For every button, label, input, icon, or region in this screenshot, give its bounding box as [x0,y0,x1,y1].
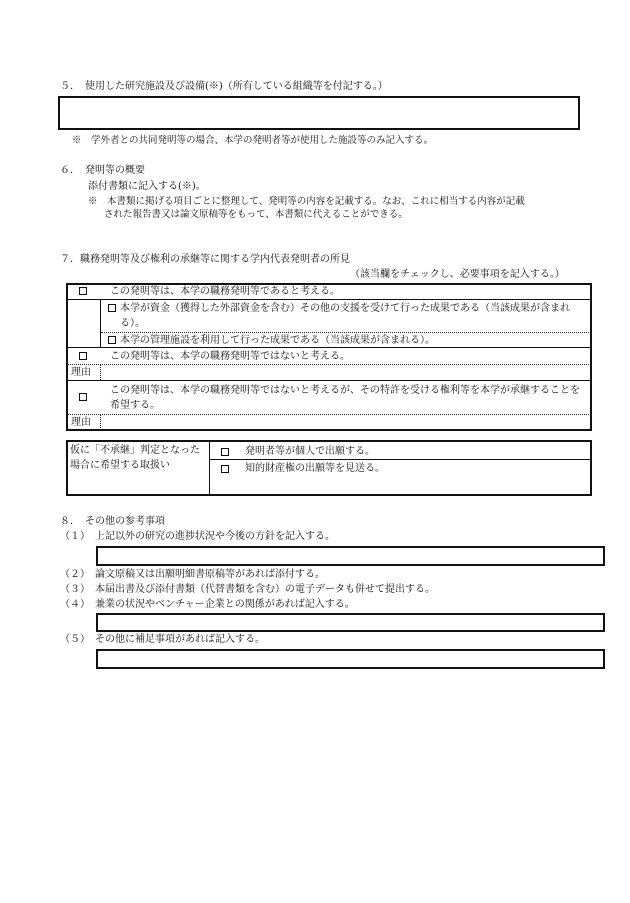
reason1-label: 理由 [71,367,91,378]
facilities-input[interactable] [58,96,580,130]
section6-note1: ※ 本書類に掲げる項目ごとに整理して、発明等の内容を記載する。なお、これに相当する内容が記載 [88,196,525,207]
checkbox-opt3[interactable] [79,393,87,401]
section8-item2: （２） 論文原稿又は出願明細書原稿等があれば添付する。 [60,569,325,580]
fallback2-label: 知的財産権の出願等を見送る。 [245,463,385,474]
section5-note: ※ 学外者との共同発明等の場合、本学の発明者等が使用した施設等のみ記入する。 [72,135,434,146]
opt3-label: この発明等は、本学の職務発明等ではないと考えるが、その特許を受ける権利等を本学が承継することを希望する。 [110,385,580,411]
item5-input[interactable] [96,649,605,669]
opt1a-label: 本学が資金（獲得した外部資金を含む）その他の支援を受けて行った成果である（当該成果が含まれる）。 [120,303,570,329]
section6-note2: された報告書又は論文原稿等をもって、本書類に代えることができる。 [104,209,408,220]
opt2-label: この発明等は、本学の職務発明等ではないと考える。 [110,351,350,362]
reason2-input[interactable] [104,415,588,429]
section7-heading: ７．職務発明等及び権利の承継等に関する学内代表発明者の所見 [60,254,350,265]
section8-item5: （５） その他に補足事項があれば記入する。 [60,634,265,645]
fallback1-label: 発明者等が個人で出願する。 [245,446,375,457]
item4-input[interactable] [96,613,605,632]
section5-heading: ５． 使用した研究施設及び設備(※)（所有している組織等を付記する。） [60,81,388,92]
checkbox-opt1b[interactable] [108,336,116,344]
section8-heading: ８． その他の参考事項 [60,516,165,527]
opt1b-label: 本学の管理施設を利用して行った成果である（当該成果が含まれる）。 [120,335,435,346]
fallback-label: 仮に「不承継」判定となった場合に希望する取扱い [70,445,200,471]
checkbox-opt1a[interactable] [108,304,116,312]
section7-instruction: （該当欄をチェックし、必要事項を記入する。） [350,269,565,280]
section6-heading: ６． 発明等の概要 [60,165,145,176]
reason1-input[interactable] [104,365,588,379]
checkbox-fallback1[interactable] [221,448,229,456]
section8-item4: （４） 兼業の状況やベンチャー企業との関係があれば記入する。 [60,599,355,610]
section8-item1: （１） 上記以外の研究の進捗状況や今後の方針を記入する。 [60,531,335,542]
checkbox-opt2[interactable] [79,352,87,360]
checkbox-opt1[interactable] [79,287,87,295]
checkbox-fallback2[interactable] [221,465,229,473]
item1-input[interactable] [96,546,605,566]
opt1-label: この発明等は、本学の職務発明等であると考える。 [110,286,340,297]
reason2-label: 理由 [71,417,91,428]
section8-item3: （３） 本届出書及び添付書類（代替書類を含む）の電子データも併せて提出する。 [60,584,435,595]
section6-line1: 添付書類に記入する(※)。 [88,181,206,192]
